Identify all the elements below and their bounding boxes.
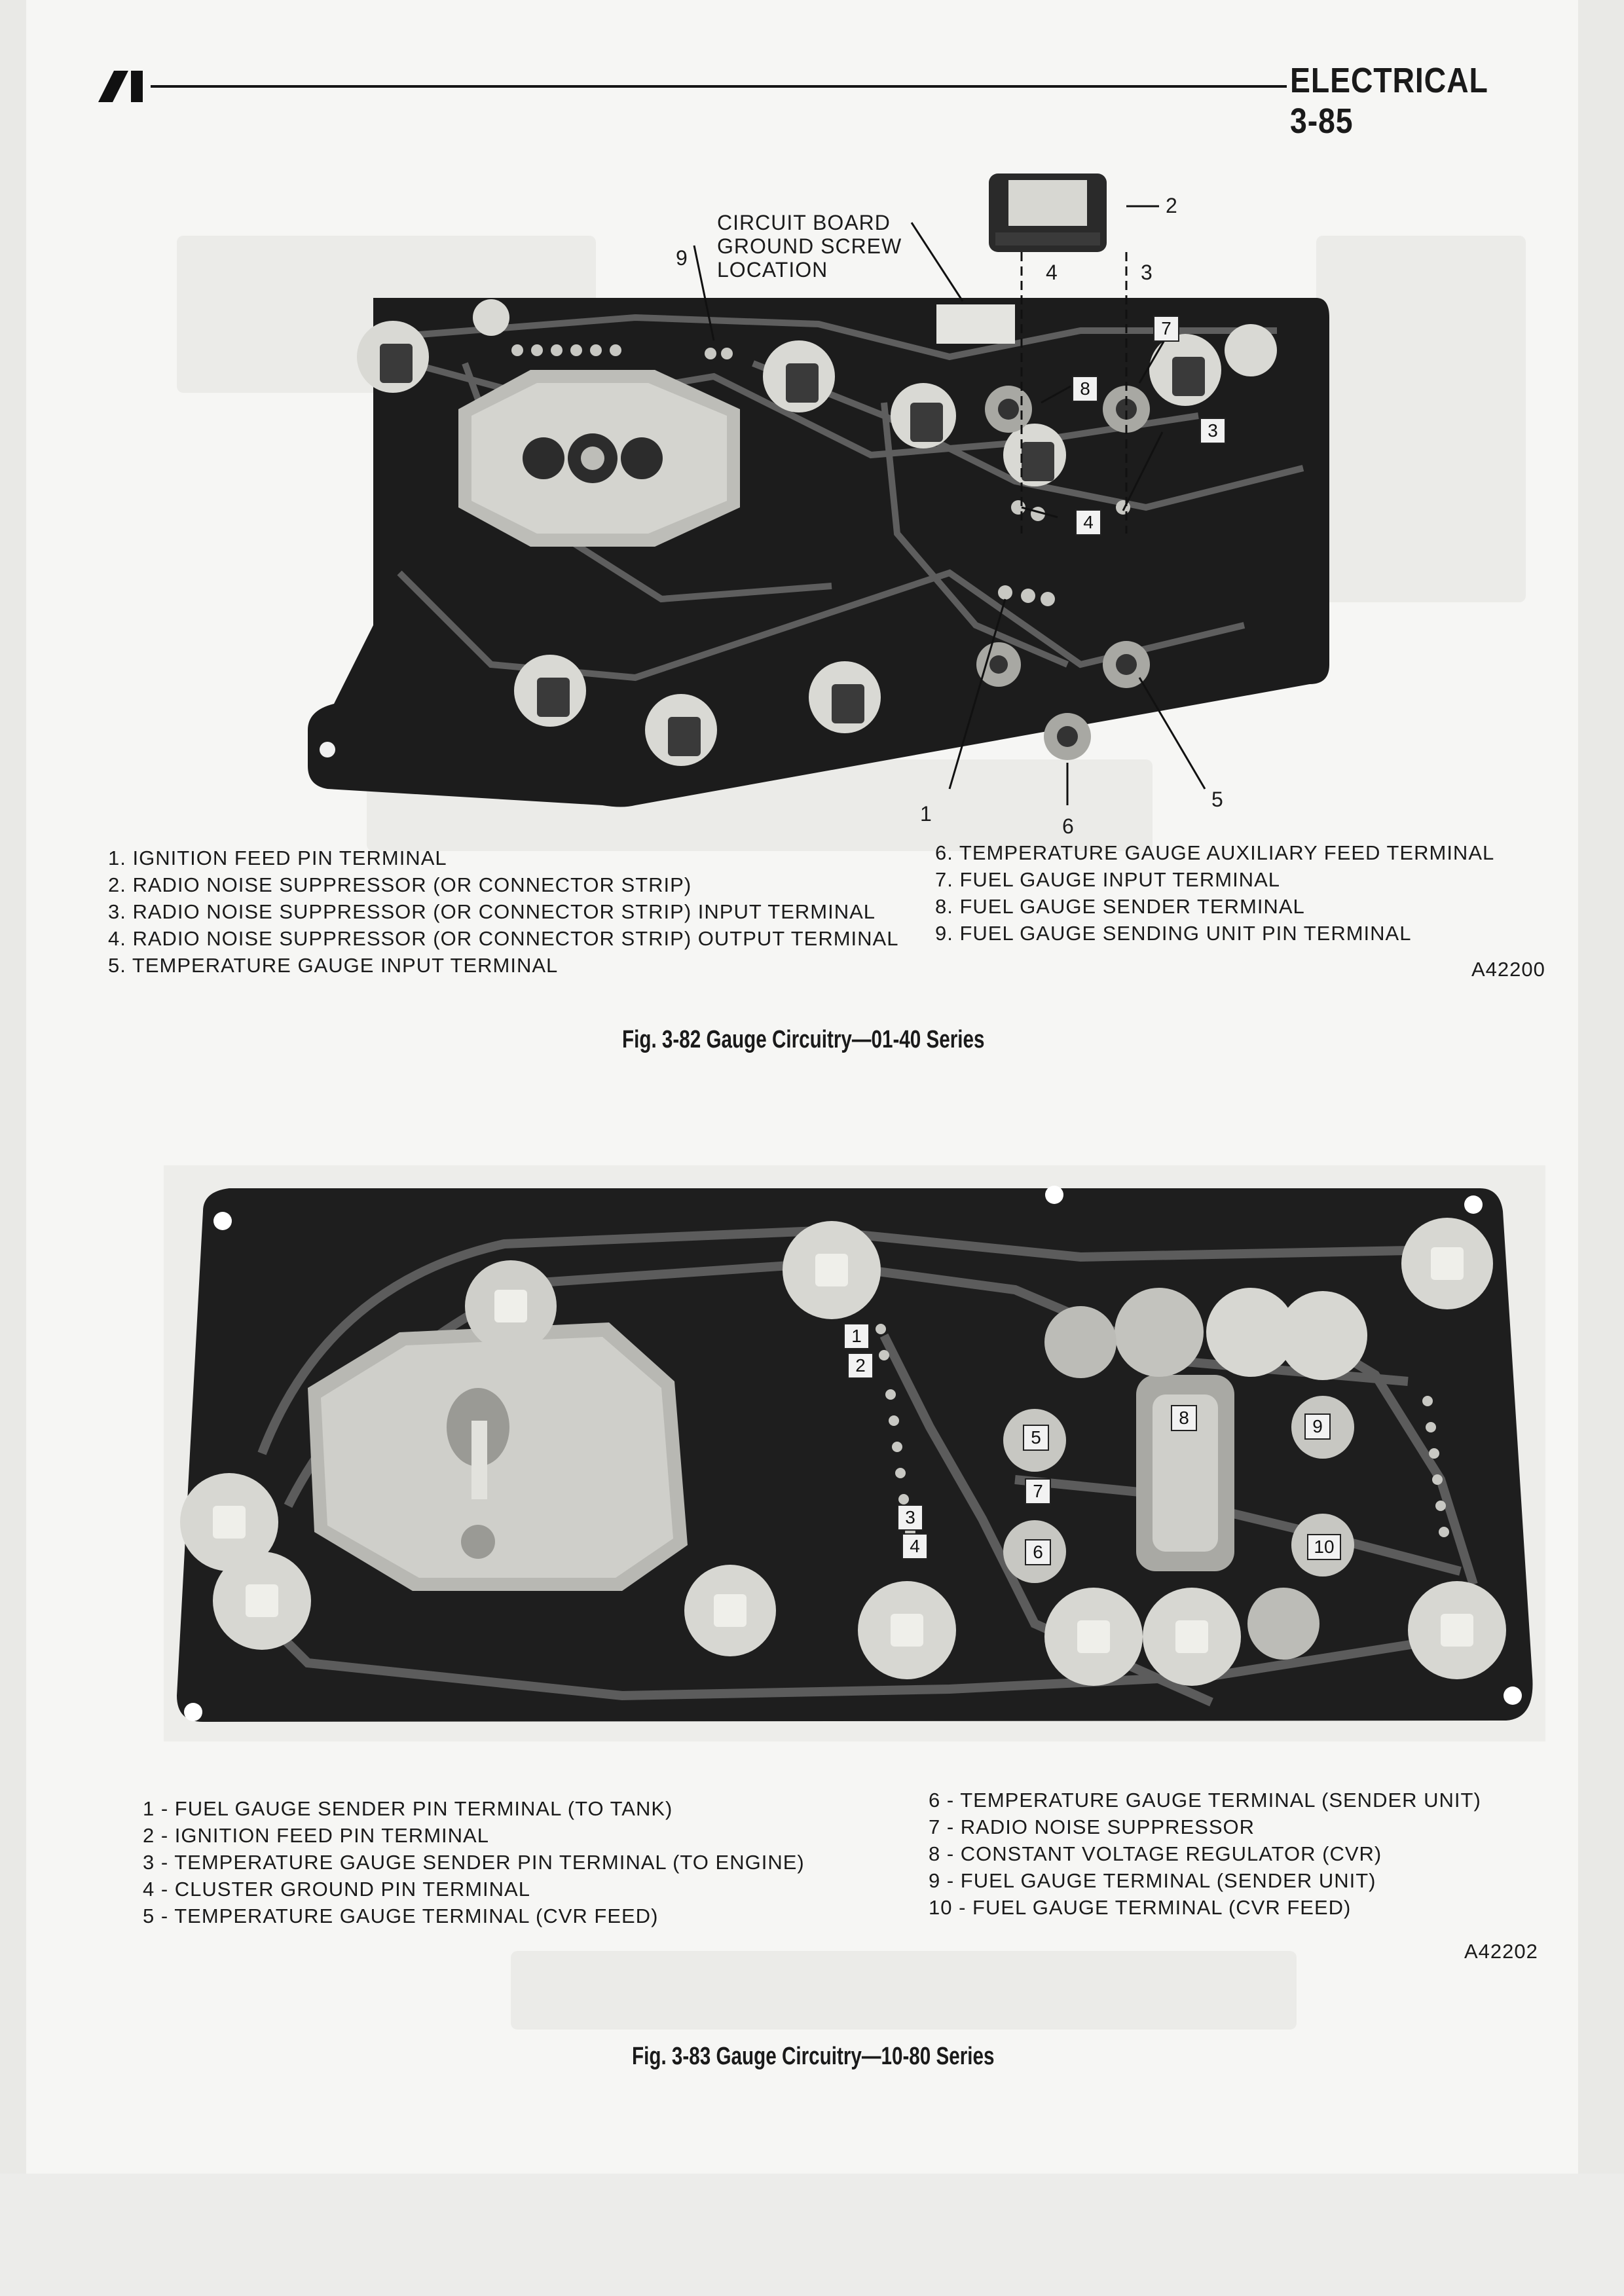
legend-item: 8. FUEL GAUGE SENDER TERMINAL [935, 895, 1305, 918]
callout-4: 4 [902, 1533, 928, 1559]
callout-6: 6 [1025, 1539, 1051, 1565]
legend-item: 2. RADIO NOISE SUPPRESSOR (OR CONNECTOR STRIP) [108, 873, 692, 896]
callout-9: 9 [1304, 1413, 1331, 1440]
bleed-through-shadow [1316, 236, 1526, 602]
callout-5: 5 [1023, 1425, 1049, 1451]
callout-3-box: 3 [1200, 418, 1226, 444]
connector-plug [989, 173, 1107, 252]
legend-item: 10 - FUEL GAUGE TERMINAL (CVR FEED) [929, 1896, 1352, 1919]
figure-2-legend-left [143, 1795, 805, 1929]
callout-3: 3 [897, 1504, 923, 1531]
figure-2-legend-right [929, 1787, 1481, 1921]
legend-item: 5 - TEMPERATURE GAUGE TERMINAL (CVR FEED) [143, 1904, 659, 1927]
callout-2: 2 [847, 1353, 874, 1379]
publisher-logo-icon [98, 71, 145, 102]
callout-1: 1 [920, 802, 932, 826]
figure-2-caption: Fig. 3-83 Gauge Circuitry—10-80 Series [632, 2043, 995, 2070]
figure-2-photo [164, 1165, 1545, 1741]
page-bottom-margin [0, 2174, 1624, 2296]
legend-item: 8 - CONSTANT VOLTAGE REGULATOR (CVR) [929, 1842, 1382, 1865]
legend-item: 7 - RADIO NOISE SUPPRESSOR [929, 1815, 1255, 1838]
callout-4-top: 4 [1046, 261, 1058, 284]
header-rule [151, 85, 1287, 88]
legend-item: 9. FUEL GAUGE SENDING UNIT PIN TERMINAL [935, 922, 1412, 945]
callout-1: 1 [843, 1323, 870, 1349]
callout-line: LOCATION [717, 258, 828, 282]
callout-line: CIRCUIT BOARD [717, 211, 891, 234]
figure-2-code: A42202 [1464, 1940, 1538, 1963]
gauge-housing [458, 370, 740, 547]
figure-1-legend-right [935, 839, 1494, 947]
callout-2: 2 [1166, 194, 1177, 217]
figure-1-code: A42200 [1471, 958, 1545, 981]
ground-screw-plate [936, 304, 1015, 344]
callout-5: 5 [1211, 788, 1223, 811]
callout-8: 8 [1072, 376, 1098, 402]
ground-screw-callout [717, 211, 902, 282]
callout-7: 7 [1025, 1478, 1051, 1504]
callout-3-top: 3 [1141, 261, 1153, 284]
legend-item: 5. TEMPERATURE GAUGE INPUT TERMINAL [108, 954, 559, 977]
bleed-through-shadow [511, 1951, 1297, 2030]
callout-line: GROUND SCREW [717, 234, 902, 258]
figure-1-caption: Fig. 3-82 Gauge Circuitry—01-40 Series [622, 1026, 985, 1053]
legend-item: 3. RADIO NOISE SUPPRESSOR (OR CONNECTOR STRIP) INPUT TERMINAL [108, 900, 876, 923]
callout-8: 8 [1171, 1405, 1197, 1431]
section-title: ELECTRICAL 3-85 [1290, 61, 1488, 141]
legend-item: 4 - CLUSTER GROUND PIN TERMINAL [143, 1878, 530, 1901]
legend-item: 4. RADIO NOISE SUPPRESSOR (OR CONNECTOR STRIP) OUTPUT TERMINAL [108, 927, 899, 950]
callout-4-box: 4 [1075, 509, 1101, 536]
legend-item: 7. FUEL GAUGE INPUT TERMINAL [935, 868, 1280, 891]
callout-7: 7 [1153, 316, 1179, 342]
callout-9: 9 [676, 246, 688, 270]
legend-item: 1 - FUEL GAUGE SENDER PIN TERMINAL (TO TANK) [143, 1797, 673, 1820]
cvr-regulator [1136, 1375, 1234, 1571]
legend-item: 1. IGNITION FEED PIN TERMINAL [108, 847, 447, 869]
legend-item: 3 - TEMPERATURE GAUGE SENDER PIN TERMINAL (TO ENGINE) [143, 1851, 805, 1874]
callout-10: 10 [1307, 1534, 1341, 1560]
gauge-housing [308, 1322, 688, 1591]
legend-item: 9 - FUEL GAUGE TERMINAL (SENDER UNIT) [929, 1869, 1376, 1892]
callout-6: 6 [1062, 814, 1074, 838]
legend-item: 2 - IGNITION FEED PIN TERMINAL [143, 1824, 489, 1847]
figure-1-legend-left [108, 845, 898, 979]
legend-item: 6. TEMPERATURE GAUGE AUXILIARY FEED TERMINAL [935, 841, 1495, 864]
legend-item: 6 - TEMPERATURE GAUGE TERMINAL (SENDER UNIT) [929, 1789, 1481, 1812]
